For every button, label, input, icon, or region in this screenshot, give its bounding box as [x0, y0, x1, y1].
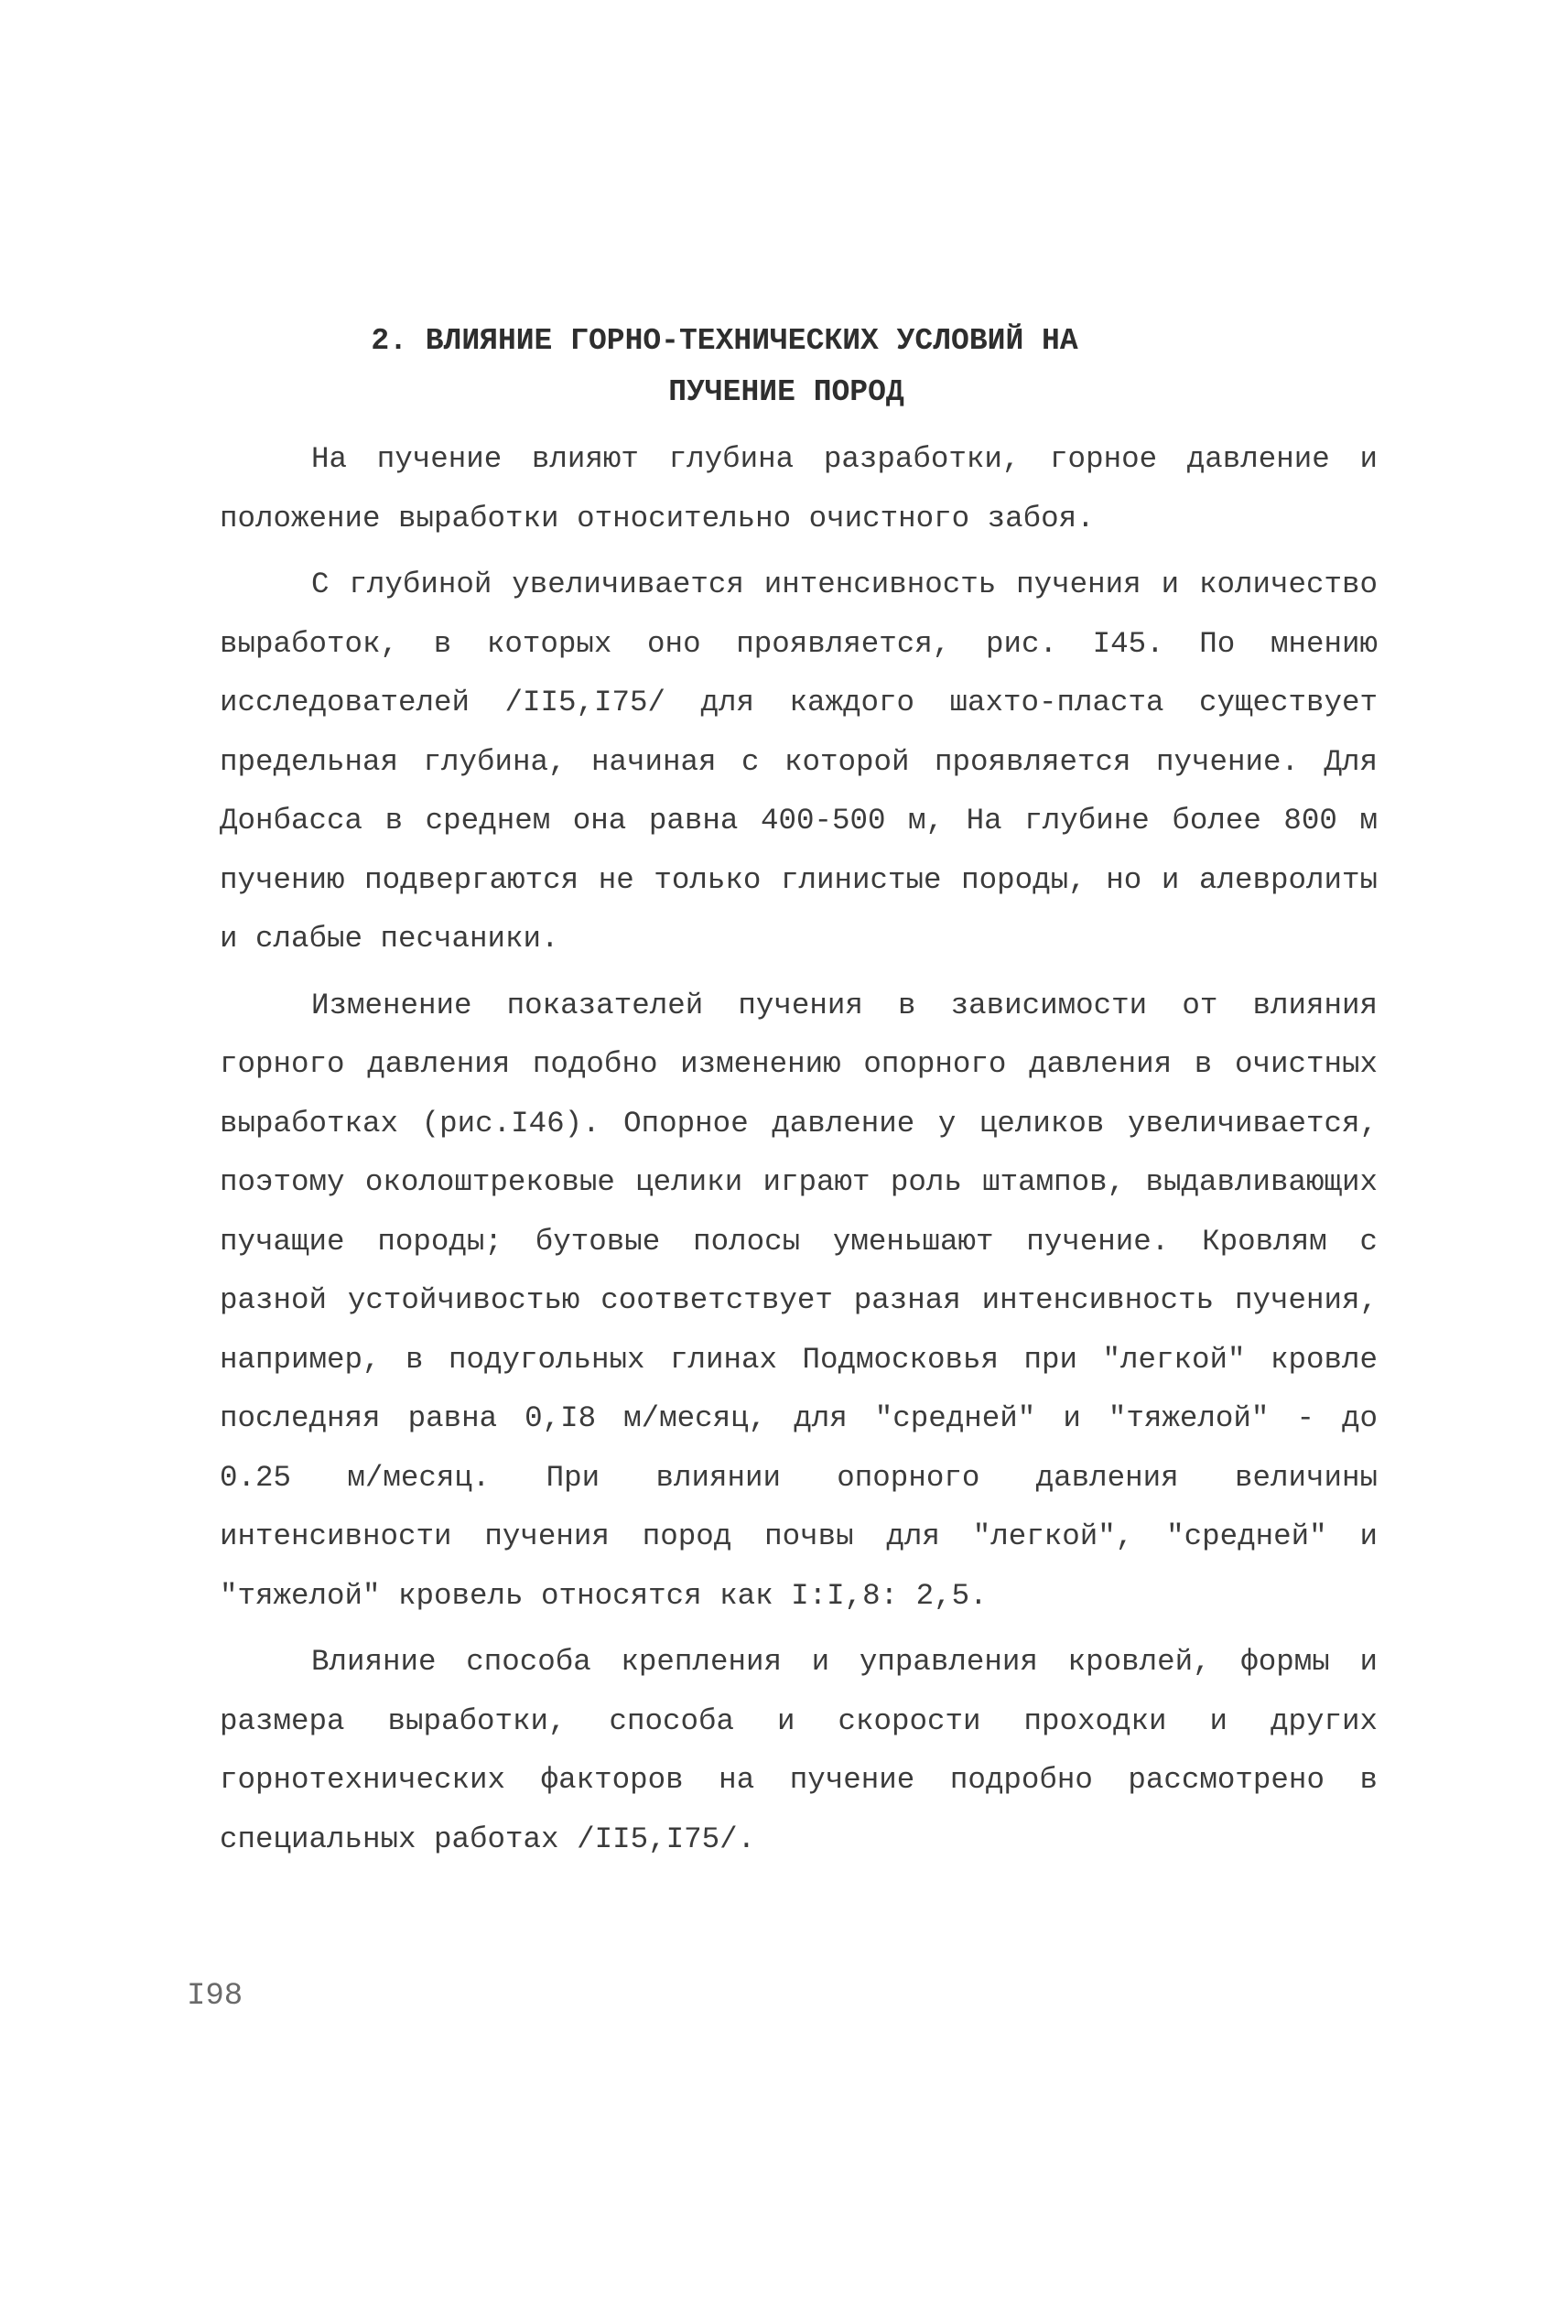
paragraph-1: На пучение влияют глубина разработки, горное давление и положение выработки относительно очистного забоя. — [220, 442, 1378, 535]
paragraph-3: Изменение показателей пучения в зависимости от влияния горного давления подобно изменению опорного давления в очистных выработках (рис.I46). Опорное давление у целиков увеличивается, поэтому околоштрековые целики играют роль штампов, выдавливающих пучащие породы; бутовые полосы уменьшают пучение. Кровлям с разной устойчивостью соответствует разная интенсивность пучения, например, в подугольных глинах Подмосковья при "легкой" кровле последняя равна 0,I8 м/месяц, для "средней" и "тяжелой" - до 0.25 м/месяц. При влиянии опорного давления величины интенсивности пучения пород почвы для "легкой", "средней" и "тяжелой" кровель относятся как I:I,8: 2,5. — [220, 988, 1378, 1613]
body-text — [220, 430, 1378, 1876]
section-title-line-1: 2. ВЛИЯНИЕ ГОРНО-ТЕХНИЧЕСКИХ УСЛОВИЙ НА — [371, 324, 1078, 358]
section-title-line-2: ПУЧЕНИЕ ПОРОД — [668, 375, 904, 409]
paragraph-2: С глубиной увеличивается интенсивность пучения и количество выработок, в которых оно проявляется, рис. I45. По мнению исследователей /II5,I75/ для каждого шахто-пласта существует предельная глубина, начиная с которой проявляется пучение. Для Донбасса в среднем она равна 400-500 м, На глубине более 800 м пучению подвергаются не только глинистые породы, но и алевролиты и слабые песчаники. — [220, 567, 1378, 956]
page-number: I98 — [187, 1979, 243, 2014]
section-title — [0, 316, 1568, 418]
paragraph-4: Влияние способа крепления и управления кровлей, формы и размера выработки, способа и скорости проходки и других горнотехнических факторов на пучение подробно рассмотрено в специальных работах /II5,I75/. — [220, 1645, 1378, 1856]
